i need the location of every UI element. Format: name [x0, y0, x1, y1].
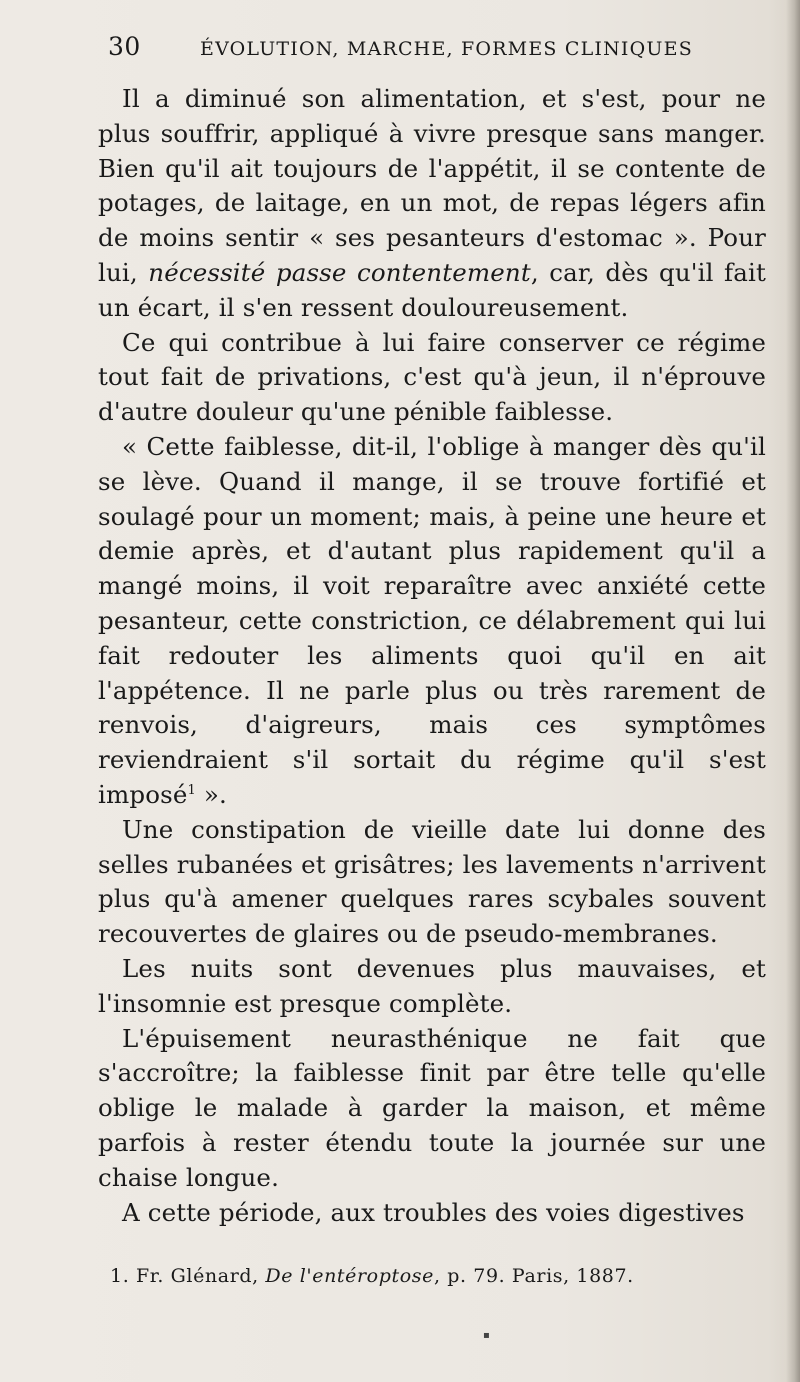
paragraph	[98, 82, 766, 326]
paragraph	[98, 952, 766, 1022]
page-edge-shadow	[786, 0, 800, 1382]
paragraph	[98, 430, 766, 813]
paragraph	[98, 1196, 766, 1231]
running-head: ÉVOLUTION, MARCHE, FORMES CLINIQUES	[200, 38, 693, 60]
body-text	[98, 82, 766, 1230]
page-header	[108, 30, 693, 66]
page-number: 30	[108, 32, 141, 61]
emphasis-text: nécessité passe contentement	[148, 257, 531, 287]
paragraph-text: A cette période, aux troubles des voies digestives	[122, 1197, 745, 1227]
paragraph	[98, 1022, 766, 1196]
paragraph	[98, 326, 766, 430]
paragraph-text: L'épuisement neurasthénique ne fait que s'accroître; la faiblesse finit par être telle qu'elle oblige le malade à garder la maison, et même parfois à rester étendu toute la journée sur une chaise longue.	[98, 1023, 766, 1192]
paragraph-text: Une constipation de vieille date lui donne des selles rubanées et grisâtres; les lavements n'arrivent plus qu'à amener quelques rares scybales souvent recouvertes de glaires ou de pseudo-membranes.	[98, 814, 766, 949]
footnote-reference: 1	[187, 782, 196, 798]
paragraph	[98, 813, 766, 952]
paragraph-text: Les nuits sont devenues plus mauvaises, et l'insomnie est presque complète.	[98, 953, 766, 1018]
paragraph-text: Il a diminué son alimentation, et s'est, pour ne plus souffrir, appliqué à vivre presque sans manger. Bien qu'il ait toujours de l'appétit, il se contente de potages, de laitage, en un mot, de repas légers afin de moins sentir « ses pesanteurs d'estomac ». Pour lui,	[98, 84, 766, 287]
footnote-author: Fr. Glénard,	[135, 1265, 259, 1287]
footnote	[110, 1265, 760, 1287]
footnote-details: , p. 79. Paris, 1887.	[433, 1265, 634, 1287]
paragraph-text-end: , car, dès qu'il fait un écart, il s'en ressent douloureusement.	[98, 257, 766, 322]
ink-speck: ▪	[483, 1330, 490, 1341]
paragraph-text: « Cette faiblesse, dit-il, l'oblige à manger dès qu'il se lève. Quand il mange, il se trouve fortifié et soulagé pour un moment; mais, à peine une heure et demie après, et d'autant plus rapidement qu'il a mangé moins, il voit reparaître avec anxiété cette pesanteur, cette constriction, ce délabrement qui lui fait redouter les aliments quoi qu'il en ait l'appétence. Il ne parle plus ou très rarement de renvois, d'aigreurs, mais ces symptômes reviendraient s'il sortait du régime qu'il s'est imposé	[98, 431, 766, 809]
paragraph-text: Ce qui contribue à lui faire conserver ce régime tout fait de privations, c'est qu'à jeun, il n'éprouve d'autre douleur qu'une pénible faiblesse.	[98, 327, 766, 427]
paragraph-text-end: ».	[195, 779, 227, 809]
footnote-title: De l'entéroptose	[265, 1265, 434, 1287]
footnote-number: 1.	[110, 1265, 130, 1287]
